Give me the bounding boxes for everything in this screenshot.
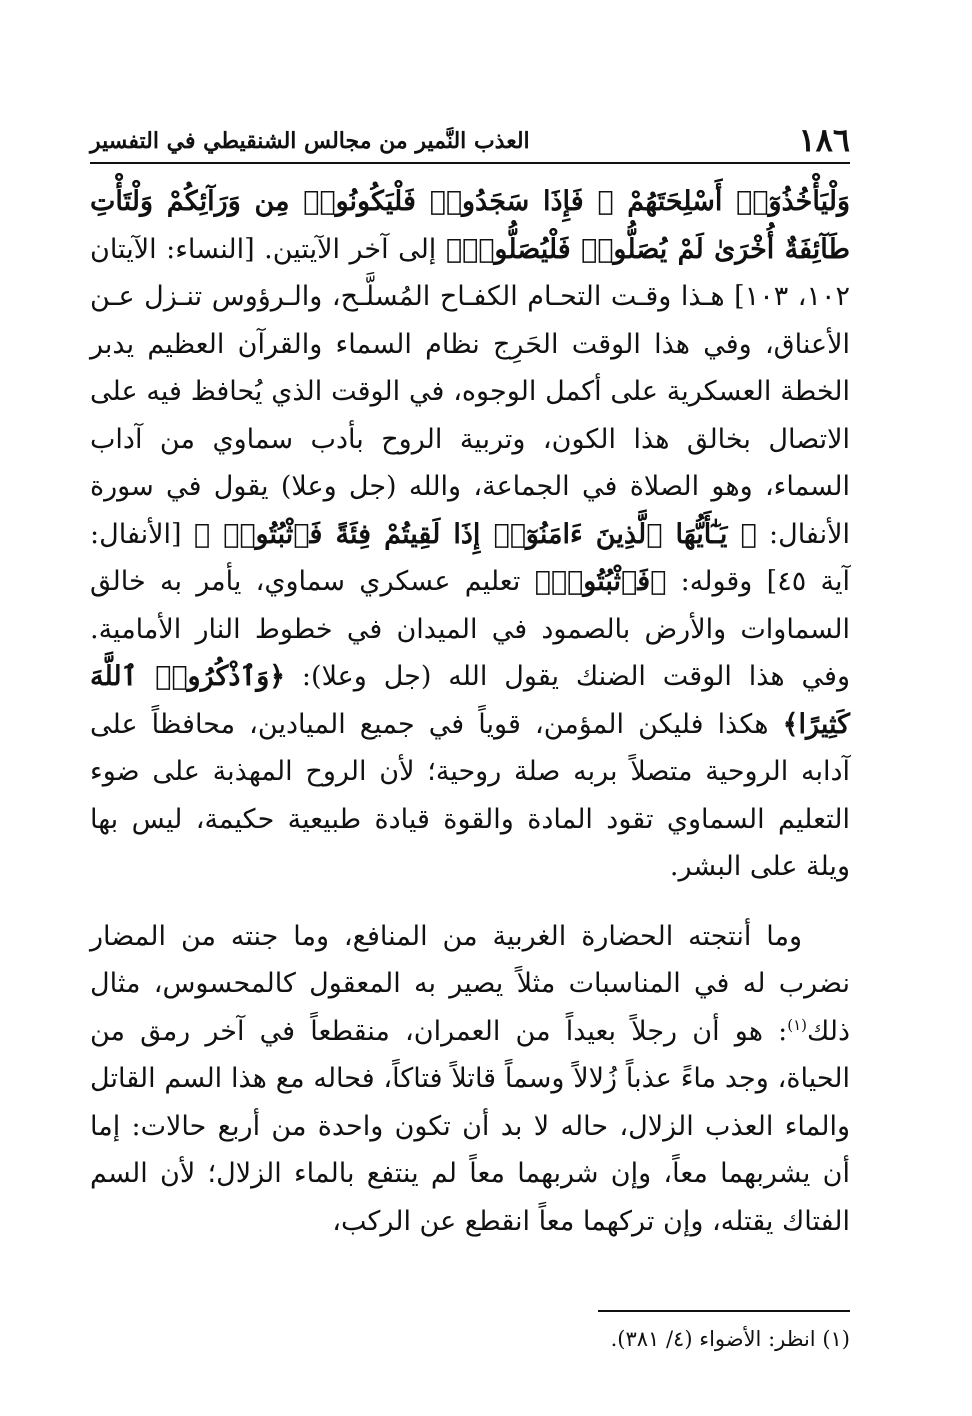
quran-verse: ﴿وَٱذْكُرُوا۟ ٱللَّهَ كَثِيرًا﴾ xyxy=(90,661,850,740)
paragraph-text: هكذا فليكن المؤمن، قوياً في جميع الميادين، محافظاً على آدابه الروحية متصلاً بربه صلة روحية؛ لأن الروح المهذبة على ضوء التعليم السماوي تقود المادة والقوة قيادة طبيعية حكيمة، ليس بها ويلة على البشر. xyxy=(90,708,850,882)
paragraph-text: : هو أن رجلاً بعيداً من العمران، منقطعاً في آخر رمق من الحياة، وجد ماءً عذباً زُلالاً وسماً قاتلاً فتاكاً، فحاله مع هذا السم القاتل والماء العذب الزلال، حاله لا بد أن تكون واحدة من أربع حالات: إما أن يشربهما معاً، وإن شربهما معاً لم ينتفع بالماء الزلال؛ لأن السم الفتاك يقتله، وإن تركهما معاً انقطع عن الركب، xyxy=(90,1015,850,1237)
page-number: ١٨٦ xyxy=(798,121,850,159)
book-page xyxy=(90,118,850,1378)
quran-verse: ﴿فَٱثْبُتُوا۟﴾ xyxy=(534,566,667,597)
running-title: العذب النَّمير من مجالس الشنقيطي في التفسير xyxy=(90,128,530,154)
footnote-reference[interactable]: (١) xyxy=(787,1015,807,1034)
paragraph-text: تعليم عسكري سماوي، يأمر به خالق السماوات والأرض بالصمود في الميدان في خطوط النار الأمامية. وفي هذا الوقت الضنك يقول الله (جل وعلا): xyxy=(90,566,850,692)
paragraph-2 xyxy=(90,913,850,1246)
quran-verse: وَلْيَأْخُذُوٓا۟ أَسْلِحَتَهُمْ ۗ فَإِذَا سَجَدُوا۟ فَلْيَكُونُوا۟ مِن وَرَآئِكُمْ وَلْتَأْتِ طَآئِفَةٌ أُخْرَىٰ لَمْ يُصَلُّوا۟ فَلْيُصَلُّوا۟﴾ xyxy=(90,186,850,265)
paragraph-text: وما أنتجته الحضارة الغربية من المنافع، وما جنته من المضار نضرب له في المناسبات مثلاً يصير به المعقول كالمحسوس، مثال ذلك xyxy=(90,920,850,1047)
footnote: (١) انظر: الأضواء (٤/ ٣٨١). xyxy=(610,1327,850,1351)
running-header xyxy=(90,118,850,164)
quran-verse: ﴿ يَـٰٓأَيُّهَا ٱلَّذِينَ ءَامَنُوٓا۟ إِذَا لَقِيتُمْ فِئَةً فَٱثْبُتُوا۟ ﴾ xyxy=(193,518,757,550)
paragraph-1 xyxy=(90,178,850,891)
paragraph-text: إلى آخر الآيتين. [النساء: الآيتان ١٠٢، ١٠٣] هـذا وقـت التحـام الكفـاح المُسلَّـح، والـرؤوس تنـزل عـن الأعناق، وفي هذا الوقت الحَرِج نظام السماء والقرآن العظيم يدبر الخطة العسكرية على أكمل الوجوه، في الوقت الذي يُحافظ فيه على الاتصال بخالق هذا الكون، وتربية الروح بأدب سماوي من آداب السماء، وهو الصلاة في الجماعة، والله (جل وعلا) يقول في سورة الأنفال: xyxy=(90,233,850,550)
footnote-divider xyxy=(598,1310,850,1312)
paragraph-text: [الأنفال: آية ٤٥] وقوله: xyxy=(90,518,850,597)
main-text xyxy=(90,178,850,1245)
